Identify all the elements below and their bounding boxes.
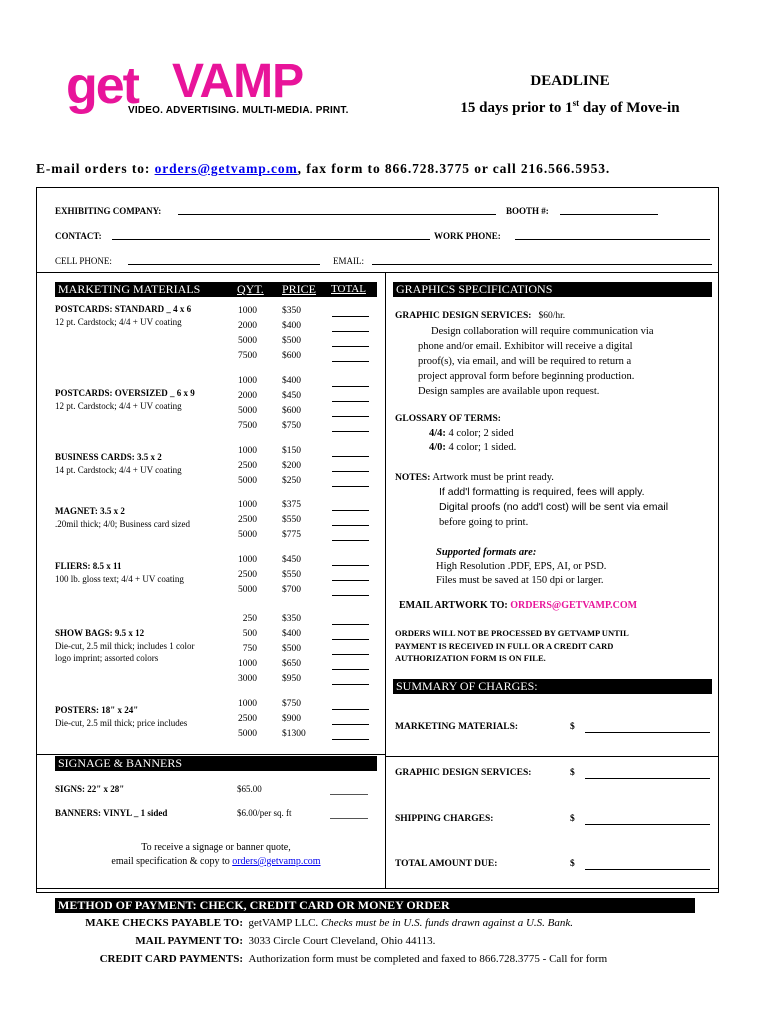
design-description-line: project approval form before beginning production. bbox=[418, 371, 635, 382]
credit-card-value: Authorization form must be completed and faxed to 866.728.3775 - Call for form bbox=[248, 953, 608, 965]
summary-currency: $ bbox=[570, 814, 575, 824]
payment-warning bbox=[395, 627, 629, 665]
payment-header-bar bbox=[55, 898, 695, 913]
mail-row bbox=[53, 933, 435, 950]
cell-phone-field[interactable] bbox=[128, 257, 320, 265]
product-price: $750 bbox=[282, 421, 301, 431]
email-artwork-link[interactable]: ORDERS@GETVAMP.COM bbox=[510, 600, 638, 611]
product-qty: 2000 bbox=[238, 391, 257, 401]
product-price: $500 bbox=[282, 644, 301, 654]
product-total-field[interactable] bbox=[332, 624, 369, 625]
design-description-line: Design samples are available upon request. bbox=[418, 386, 600, 397]
signage-quote-line2 bbox=[55, 856, 377, 867]
signs-label: SIGNS: 22" x 28" bbox=[55, 784, 125, 794]
product-price: $400 bbox=[282, 376, 301, 386]
summary-label: TOTAL AMOUNT DUE: bbox=[395, 859, 498, 869]
product-total-field[interactable] bbox=[332, 654, 369, 655]
product-price: $700 bbox=[282, 585, 301, 595]
product-total-field[interactable] bbox=[332, 709, 369, 710]
product-total-field[interactable] bbox=[332, 565, 369, 566]
banners-label: BANNERS: VINYL _ 1 sided bbox=[55, 808, 168, 818]
contact-line-pre: E-mail orders to: bbox=[36, 161, 155, 176]
product-total-field[interactable] bbox=[332, 316, 369, 317]
deadline-line bbox=[420, 92, 720, 119]
email-field[interactable] bbox=[372, 257, 712, 265]
signs-total-field[interactable] bbox=[330, 794, 368, 795]
summary-currency: $ bbox=[570, 768, 575, 778]
notes-line-3: Digital proofs (no add'l cost) will be sent via email bbox=[439, 501, 669, 513]
payment-divider bbox=[36, 888, 719, 889]
formats-line-1: High Resolution .PDF, EPS, AI, or PSD. bbox=[436, 561, 607, 572]
design-description-line: phone and/or email. Exhibitor will receive a digital bbox=[418, 341, 633, 352]
payment-header: METHOD OF PAYMENT: CHECK, CREDIT CARD OR MONEY ORDER bbox=[58, 898, 450, 912]
summary-label: SHIPPING CHARGES: bbox=[395, 814, 494, 824]
product-qty: 1000 bbox=[238, 555, 257, 565]
product-total-field[interactable] bbox=[332, 416, 369, 417]
product-description: 12 pt. Cardstock; 4/4 + UV coating bbox=[55, 317, 182, 327]
checks-row bbox=[53, 915, 573, 932]
product-qty: 2500 bbox=[238, 570, 257, 580]
product-total-field[interactable] bbox=[332, 739, 369, 740]
booth-field[interactable] bbox=[560, 207, 658, 215]
email-artwork-line bbox=[399, 600, 637, 611]
summary-label: GRAPHIC DESIGN SERVICES: bbox=[395, 768, 532, 778]
product-price: $600 bbox=[282, 406, 301, 416]
column-divider bbox=[385, 273, 386, 888]
qty-header: QYT. bbox=[237, 282, 264, 296]
credit-card-label: CREDIT CARD PAYMENTS: bbox=[99, 953, 243, 965]
product-price: $900 bbox=[282, 714, 301, 724]
product-total-field[interactable] bbox=[332, 669, 369, 670]
logo-get-text: get bbox=[66, 57, 138, 115]
product-total-field[interactable] bbox=[332, 595, 369, 596]
product-description: logo imprint; assorted colors bbox=[55, 653, 159, 663]
booth-label: BOOTH #: bbox=[506, 206, 549, 216]
cell-phone-label: CELL PHONE: bbox=[55, 256, 112, 266]
glossary-label: GLOSSARY OF TERMS: bbox=[395, 414, 501, 424]
payment-warning-line-3: AUTHORIZATION FORM IS ON FILE. bbox=[395, 653, 546, 663]
summary-divider bbox=[386, 756, 719, 757]
product-price: $550 bbox=[282, 570, 301, 580]
product-total-field[interactable] bbox=[332, 401, 369, 402]
product-price: $775 bbox=[282, 530, 301, 540]
graphics-header-bar bbox=[393, 282, 712, 297]
product-qty: 1000 bbox=[238, 699, 257, 709]
product-price: $400 bbox=[282, 629, 301, 639]
product-price: $400 bbox=[282, 321, 301, 331]
product-price: $650 bbox=[282, 659, 301, 669]
deadline-line-sup: st bbox=[572, 98, 580, 108]
glossary-def-1: 4 color; 2 sided bbox=[445, 428, 514, 439]
summary-currency: $ bbox=[570, 722, 575, 732]
summary-currency: $ bbox=[570, 859, 575, 869]
notes-first: Artwork must be print ready. bbox=[430, 472, 554, 483]
product-price: $750 bbox=[282, 699, 301, 709]
product-qty: 2500 bbox=[238, 461, 257, 471]
product-total-field[interactable] bbox=[332, 486, 369, 487]
product-total-field[interactable] bbox=[332, 580, 369, 581]
product-price: $375 bbox=[282, 500, 301, 510]
product-total-field[interactable] bbox=[332, 361, 369, 362]
product-price: $1300 bbox=[282, 729, 306, 739]
product-title: SHOW BAGS: 9.5 x 12 bbox=[55, 628, 145, 638]
product-total-field[interactable] bbox=[332, 639, 369, 640]
product-total-field[interactable] bbox=[332, 540, 369, 541]
product-qty: 750 bbox=[242, 644, 257, 654]
glossary-def-2: 4 color; 1 sided. bbox=[445, 442, 517, 453]
glossary-term-1: 4/4: bbox=[429, 428, 446, 439]
product-total-field[interactable] bbox=[332, 525, 369, 526]
product-qty: 1000 bbox=[238, 500, 257, 510]
deadline-title: DEADLINE bbox=[530, 73, 610, 89]
product-qty: 7500 bbox=[238, 421, 257, 431]
product-description: .20mil thick; 4/0; Business card sized bbox=[55, 519, 190, 529]
product-title: MAGNET: 3.5 x 2 bbox=[55, 506, 125, 516]
product-price: $150 bbox=[282, 446, 301, 456]
deadline-line-pre: 15 days prior to 1 bbox=[460, 100, 573, 116]
product-total-field[interactable] bbox=[332, 724, 369, 725]
signs-price: $65.00 bbox=[237, 784, 262, 794]
product-total-field[interactable] bbox=[332, 456, 369, 457]
product-total-field[interactable] bbox=[332, 510, 369, 511]
design-description-line: proof(s), via email, and will be required to return a bbox=[418, 356, 632, 367]
summary-header: SUMMARY OF CHARGES: bbox=[396, 679, 538, 693]
product-price: $350 bbox=[282, 614, 301, 624]
work-phone-field[interactable] bbox=[515, 232, 710, 240]
graphics-header: GRAPHICS SPECIFICATIONS bbox=[396, 282, 553, 296]
contact-line bbox=[36, 161, 610, 177]
glossary-term-2: 4/0: bbox=[429, 442, 446, 453]
work-phone-label: WORK PHONE: bbox=[434, 231, 501, 241]
product-total-field[interactable] bbox=[332, 471, 369, 472]
deadline-line-post: day of Move-in bbox=[579, 100, 680, 116]
product-price: $450 bbox=[282, 555, 301, 565]
product-price: $550 bbox=[282, 515, 301, 525]
product-price: $200 bbox=[282, 461, 301, 471]
product-qty: 5000 bbox=[238, 585, 257, 595]
product-total-field[interactable] bbox=[332, 431, 369, 432]
product-qty: 5000 bbox=[238, 476, 257, 486]
signage-quote-pre: email specification & copy to bbox=[111, 856, 233, 867]
product-qty: 5000 bbox=[238, 530, 257, 540]
product-qty: 250 bbox=[242, 614, 257, 624]
summary-amount-field[interactable] bbox=[585, 778, 710, 779]
product-description: 14 pt. Cardstock; 4/4 + UV coating bbox=[55, 465, 182, 475]
product-total-field[interactable] bbox=[332, 346, 369, 347]
product-title: BUSINESS CARDS: 3.5 x 2 bbox=[55, 452, 162, 462]
glossary-item-2 bbox=[429, 440, 516, 455]
email-artwork-pre: EMAIL ARTWORK TO: bbox=[399, 600, 511, 611]
product-qty: 2500 bbox=[238, 515, 257, 525]
product-total-field[interactable] bbox=[332, 386, 369, 387]
price-header: PRICE bbox=[282, 282, 317, 296]
product-qty: 7500 bbox=[238, 351, 257, 361]
logo-tagline: VIDEO. ADVERTISING. MULTI-MEDIA. PRINT. bbox=[128, 105, 349, 116]
banners-price: $6.00/per sq. ft bbox=[237, 808, 292, 818]
product-qty: 3000 bbox=[238, 674, 257, 684]
total-header: TOTAL bbox=[331, 283, 366, 295]
product-price: $500 bbox=[282, 336, 301, 346]
signage-header: SIGNAGE & BANNERS bbox=[58, 756, 183, 770]
design-services-rate: $60/hr. bbox=[538, 311, 566, 321]
notes-line-4: before going to print. bbox=[439, 517, 529, 528]
formats-label: Supported formats are: bbox=[436, 547, 537, 558]
marketing-header-bar bbox=[55, 282, 377, 297]
info-divider bbox=[36, 272, 719, 273]
product-description: Die-cut, 2.5 mil thick; price includes bbox=[55, 718, 188, 728]
summary-label: MARKETING MATERIALS: bbox=[395, 722, 519, 732]
signage-quote-line1: To receive a signage or banner quote, bbox=[141, 842, 291, 853]
product-price: $950 bbox=[282, 674, 301, 684]
product-qty: 1000 bbox=[238, 446, 257, 456]
product-price: $250 bbox=[282, 476, 301, 486]
formats-line-2: Files must be saved at 150 dpi or larger. bbox=[436, 575, 604, 586]
deadline-block bbox=[420, 70, 720, 119]
product-qty: 1000 bbox=[238, 376, 257, 386]
product-description: 12 pt. Cardstock; 4/4 + UV coating bbox=[55, 401, 182, 411]
product-total-field[interactable] bbox=[332, 331, 369, 332]
contact-field[interactable] bbox=[112, 232, 430, 240]
product-qty: 1000 bbox=[238, 306, 257, 316]
design-description-line: Design collaboration will require communication via bbox=[431, 326, 654, 337]
product-price: $450 bbox=[282, 391, 301, 401]
getvamp-logo bbox=[66, 55, 366, 118]
product-description: 100 lb. gloss text; 4/4 + UV coating bbox=[55, 574, 184, 584]
checks-label: MAKE CHECKS PAYABLE TO: bbox=[85, 917, 243, 929]
product-qty: 5000 bbox=[238, 336, 257, 346]
product-title: POSTCARDS: OVERSIZED _ 6 x 9 bbox=[55, 388, 195, 398]
summary-amount-field[interactable] bbox=[585, 869, 710, 870]
contact-line-post: , fax form to 866.728.3775 or call 216.566.5953. bbox=[297, 161, 611, 176]
product-description: Die-cut, 2.5 mil thick; includes 1 color bbox=[55, 641, 195, 651]
product-price: $350 bbox=[282, 306, 301, 316]
signage-header-bar bbox=[55, 756, 377, 771]
design-services-label: GRAPHIC DESIGN SERVICES: bbox=[395, 311, 532, 321]
marketing-header: MARKETING MATERIALS bbox=[58, 282, 201, 296]
summary-amount-field[interactable] bbox=[585, 732, 710, 733]
logo-vamp-text: VAMP bbox=[172, 55, 304, 108]
orders-email-link[interactable]: orders@getvamp.com bbox=[154, 161, 298, 176]
mail-label: MAIL PAYMENT TO: bbox=[135, 935, 243, 947]
product-total-field[interactable] bbox=[332, 684, 369, 685]
product-qty: 5000 bbox=[238, 729, 257, 739]
banners-total-field[interactable] bbox=[330, 818, 368, 819]
payment-warning-line-2: PAYMENT IS RECEIVED IN FULL OR A CREDIT CARD bbox=[395, 640, 614, 651]
product-price: $600 bbox=[282, 351, 301, 361]
product-qty: 5000 bbox=[238, 406, 257, 416]
checks-value: getVAMP LLC. bbox=[248, 917, 321, 929]
payment-warning-line-1: ORDERS WILL NOT BE PROCESSED BY GETVAMP UNTIL bbox=[395, 628, 629, 638]
mail-value: 3033 Circle Court Cleveland, Ohio 44113. bbox=[248, 935, 436, 947]
product-title: POSTERS: 18" x 24" bbox=[55, 705, 139, 715]
product-qty: 500 bbox=[242, 629, 257, 639]
product-title: FLIERS: 8.5 x 11 bbox=[55, 561, 122, 571]
product-qty: 1000 bbox=[238, 659, 257, 669]
notes-line-2: If add'l formatting is required, fees will apply. bbox=[439, 486, 645, 498]
exhibiting-company-label: EXHIBITING COMPANY: bbox=[55, 206, 162, 216]
exhibiting-company-field[interactable] bbox=[178, 207, 496, 215]
product-qty: 2000 bbox=[238, 321, 257, 331]
contact-label: CONTACT: bbox=[55, 231, 102, 241]
design-services-line bbox=[395, 309, 565, 324]
notes-line bbox=[395, 470, 554, 486]
summary-header-bar bbox=[393, 679, 712, 694]
product-qty: 2500 bbox=[238, 714, 257, 724]
notes-label: NOTES: bbox=[395, 473, 431, 483]
glossary-item-1 bbox=[429, 426, 514, 441]
summary-amount-field[interactable] bbox=[585, 824, 710, 825]
email-label: EMAIL: bbox=[333, 256, 364, 266]
checks-value-note: Checks must be in U.S. funds drawn against a U.S. Bank. bbox=[320, 917, 574, 929]
signage-divider bbox=[36, 754, 385, 755]
credit-card-row bbox=[53, 951, 607, 968]
product-title: POSTCARDS: STANDARD _ 4 x 6 bbox=[55, 304, 192, 314]
signage-quote-email-link[interactable]: orders@getvamp.com bbox=[232, 856, 321, 867]
